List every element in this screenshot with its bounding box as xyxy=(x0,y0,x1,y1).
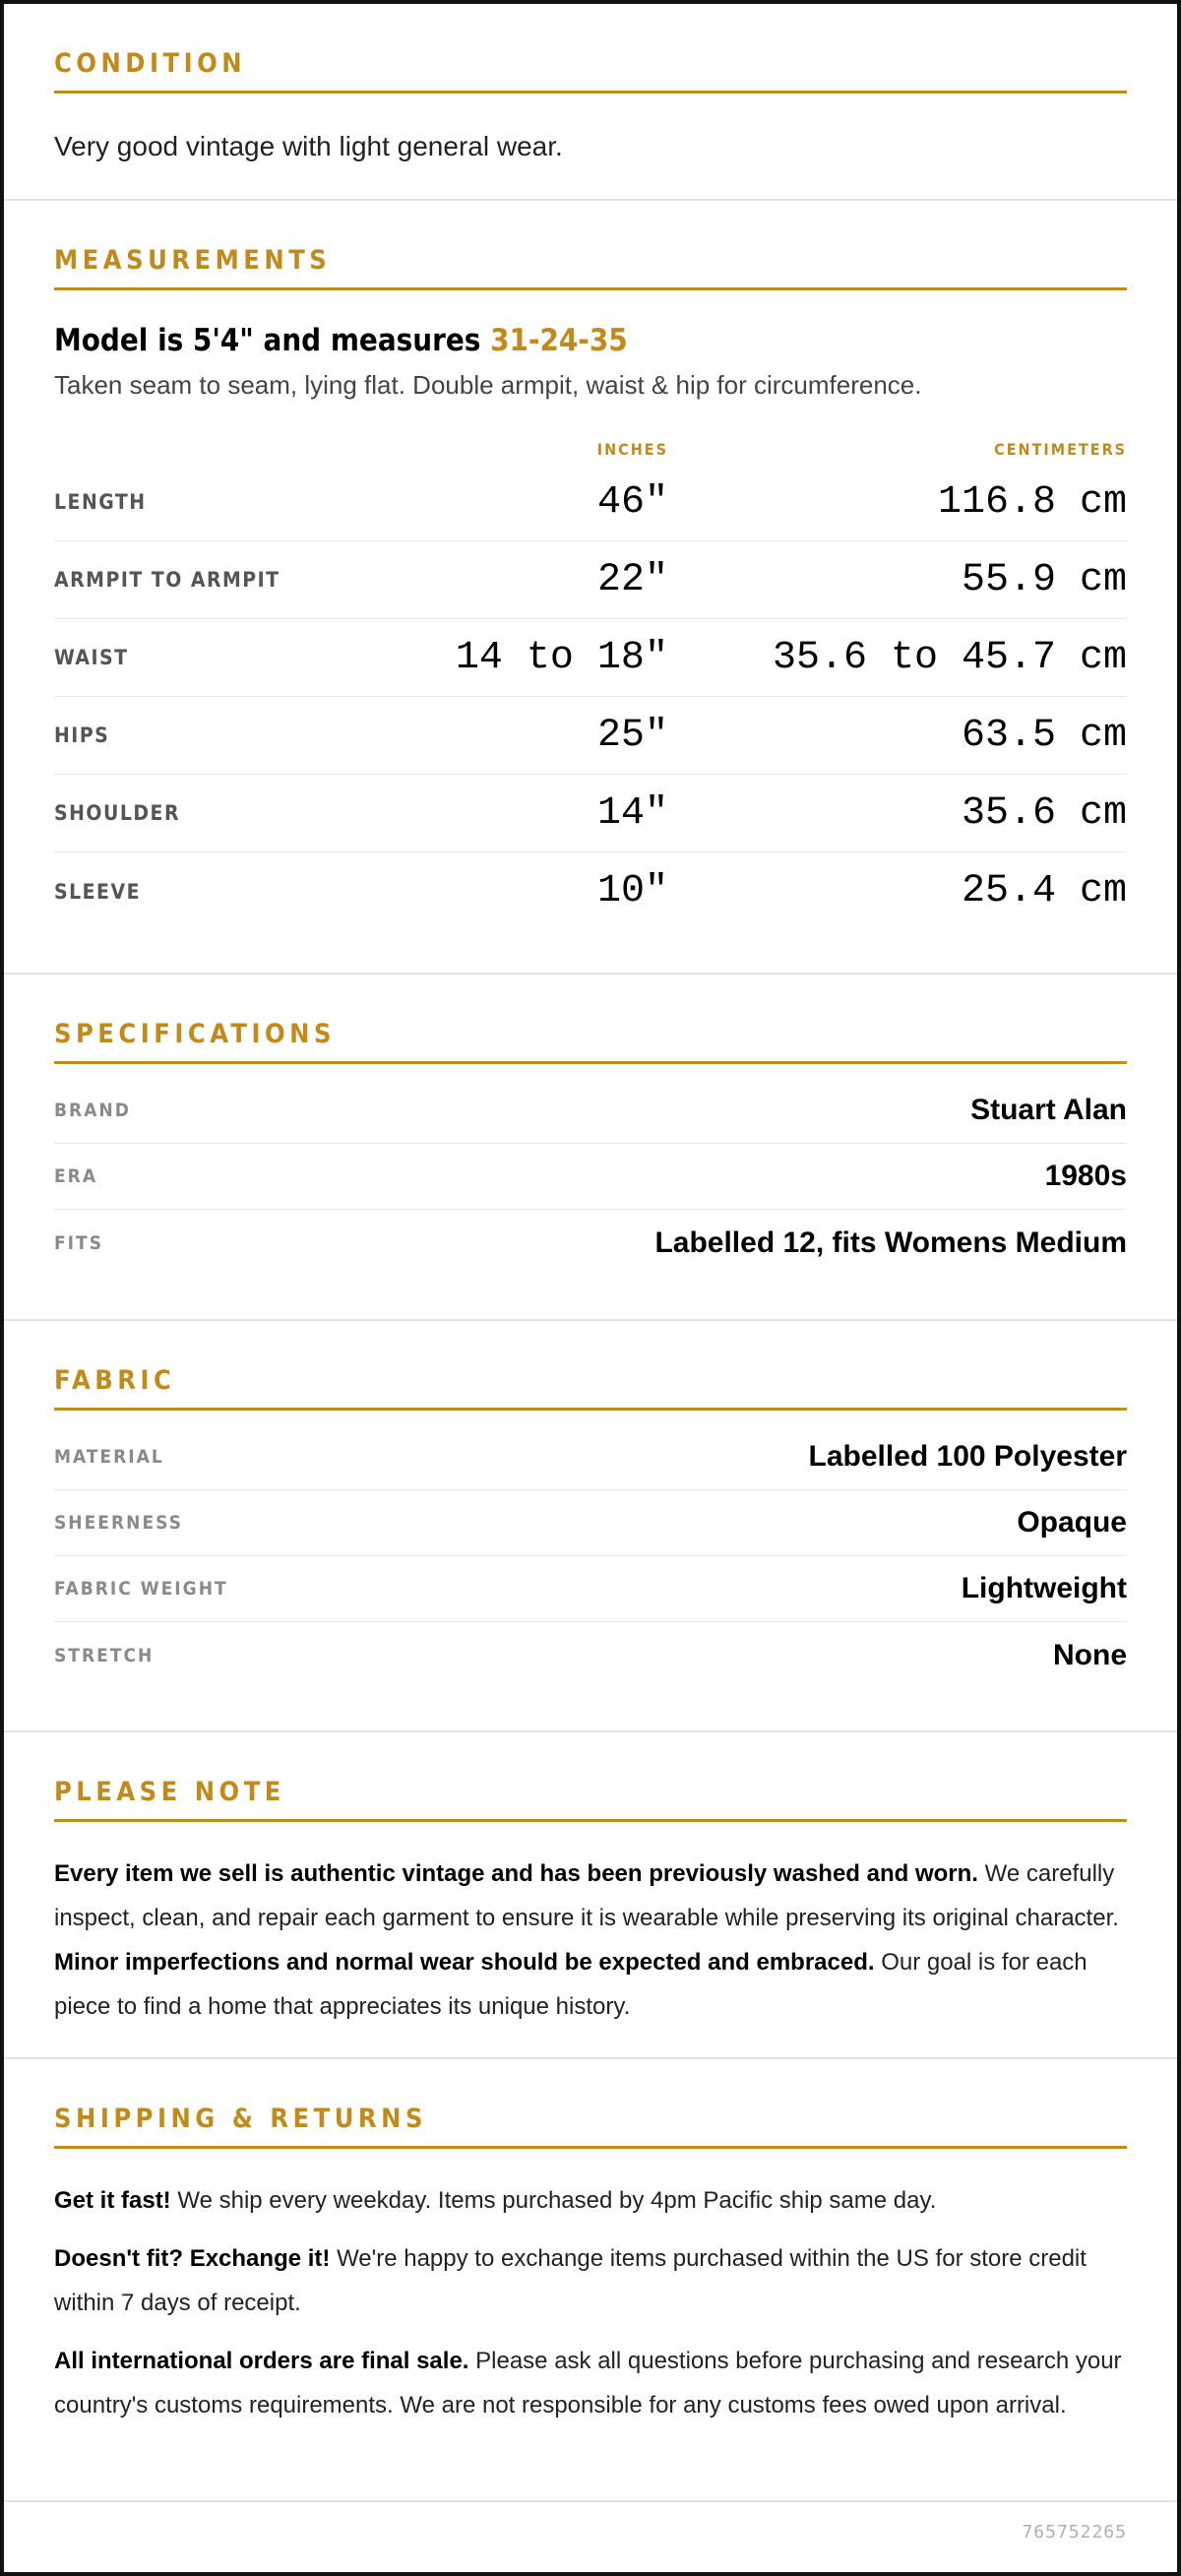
fabric-list xyxy=(54,1424,1127,1688)
measurement-inches: 46" xyxy=(596,479,668,525)
specifications-section xyxy=(4,974,1177,1321)
spec-value: Labelled 12, fits Womens Medium xyxy=(654,1225,1127,1259)
shipping-bold: Get it fast! xyxy=(54,2187,171,2214)
fabric-value: Labelled 100 Polyester xyxy=(808,1440,1127,1473)
measurement-inches: 10" xyxy=(596,869,668,913)
condition-heading: CONDITION xyxy=(54,50,1127,94)
shipping-returns-section xyxy=(4,2059,1177,2502)
measurement-row-length xyxy=(54,464,1127,541)
model-prefix: Model is 5'4" and measures xyxy=(54,323,491,358)
fabric-heading: FABRIC xyxy=(54,1367,1127,1411)
fabric-key: SHEERNESS xyxy=(54,1512,183,1534)
model-line xyxy=(54,323,1127,358)
spec-key: FITS xyxy=(54,1231,104,1254)
measurement-inches: 14 to 18" xyxy=(455,635,668,680)
please-note-section xyxy=(4,1732,1177,2059)
shipping-paragraph-fast xyxy=(54,2178,1127,2223)
spec-value: 1980s xyxy=(1044,1160,1127,1192)
measurement-cm: 55.9 cm xyxy=(961,557,1128,602)
shipping-text: We ship every weekday. Items purchased by 4pm Pacific ship same day. xyxy=(170,2187,937,2214)
condition-text: Very good vintage with light general wear. xyxy=(54,131,563,161)
fabric-value: Lightweight xyxy=(961,1572,1127,1604)
measurement-label: SLEEVE xyxy=(54,879,141,904)
measurement-inches: 25" xyxy=(596,713,668,758)
shipping-paragraph-exchange xyxy=(54,2236,1127,2325)
measurement-row-sleeve xyxy=(54,852,1127,930)
measurement-row-waist xyxy=(54,619,1127,697)
shipping-bold: Doesn't fit? Exchange it! xyxy=(54,2245,331,2272)
note-text-1: We carefully inspect, clean, and repair each garment to ensure it is wearable while preserving its original character. xyxy=(54,1860,1119,1931)
fabric-row-weight xyxy=(54,1556,1127,1622)
fabric-key: STRETCH xyxy=(54,1644,155,1666)
measurement-label: WAIST xyxy=(54,646,129,669)
note-text-2: Our goal is for each piece to find a home that appreciates its unique history. xyxy=(54,1949,1088,2020)
fabric-value: None xyxy=(1053,1638,1127,1671)
fabric-value: Opaque xyxy=(1017,1506,1127,1539)
inches-column-header: INCHES xyxy=(596,439,668,459)
measurement-cm: 35.6 to 45.7 cm xyxy=(772,635,1128,680)
note-bold-2: Minor imperfections and normal wear should be expected and embraced. xyxy=(54,1949,875,1976)
please-note-heading: PLEASE NOTE xyxy=(54,1779,1127,1822)
measurement-cm: 63.5 cm xyxy=(961,713,1128,758)
specifications-heading: SPECIFICATIONS xyxy=(54,1021,1127,1064)
spec-row-fits xyxy=(54,1210,1127,1276)
spec-key: ERA xyxy=(54,1165,98,1187)
fabric-row-stretch xyxy=(54,1622,1127,1688)
shipping-text: Please ask all questions before purchasing and research your country's customs requirements. We are not responsible for any customs fees owed upon arrival. xyxy=(54,2348,1122,2419)
fabric-section xyxy=(4,1321,1177,1732)
measurement-label: HIPS xyxy=(54,723,110,747)
shipping-text: We're happy to exchange items purchased within the US for store credit within 7 days of receipt. xyxy=(54,2245,1087,2316)
measurement-row-shoulder xyxy=(54,775,1127,852)
note-bold-1: Every item we sell is authentic vintage and has been previously washed and worn. xyxy=(54,1860,978,1887)
measurement-cm: 25.4 cm xyxy=(961,869,1128,913)
shipping-bold: All international orders are final sale. xyxy=(54,2348,469,2374)
measurement-label: SHOULDER xyxy=(54,801,181,825)
fabric-row-sheerness xyxy=(54,1490,1127,1556)
fabric-key: MATERIAL xyxy=(54,1446,164,1468)
measurement-row-armpit xyxy=(54,541,1127,619)
measurement-note: Taken seam to seam, lying flat. Double armpit, waist & hip for circumference. xyxy=(54,370,922,400)
fabric-key: FABRIC WEIGHT xyxy=(54,1578,228,1600)
measurement-column-headers xyxy=(54,434,1127,464)
please-note-text xyxy=(54,1852,1127,2029)
measurement-label: LENGTH xyxy=(54,490,147,514)
spec-value: Stuart Alan xyxy=(970,1094,1127,1126)
condition-section xyxy=(4,4,1177,201)
shipping-heading: SHIPPING & RETURNS xyxy=(54,2105,1127,2149)
measurement-table xyxy=(54,464,1127,930)
measurement-cm: 116.8 cm xyxy=(937,479,1128,525)
product-id: 765752265 xyxy=(1022,2522,1127,2543)
measurement-inches: 22" xyxy=(596,557,668,602)
measurements-heading: MEASUREMENTS xyxy=(54,247,1127,290)
measurement-row-hips xyxy=(54,697,1127,775)
spec-row-brand xyxy=(54,1078,1127,1144)
specifications-list xyxy=(54,1078,1127,1276)
measurement-inches: 14" xyxy=(596,790,668,836)
measurement-label: ARMPIT TO ARMPIT xyxy=(54,568,280,592)
model-measures: 31-24-35 xyxy=(490,323,628,358)
fabric-row-material xyxy=(54,1424,1127,1490)
centimeters-column-header: CENTIMETERS xyxy=(994,439,1128,459)
measurement-cm: 35.6 cm xyxy=(961,790,1128,836)
measurements-section xyxy=(4,201,1177,974)
shipping-paragraph-international xyxy=(54,2339,1127,2427)
spec-key: BRAND xyxy=(54,1100,131,1121)
spec-row-era xyxy=(54,1144,1127,1210)
